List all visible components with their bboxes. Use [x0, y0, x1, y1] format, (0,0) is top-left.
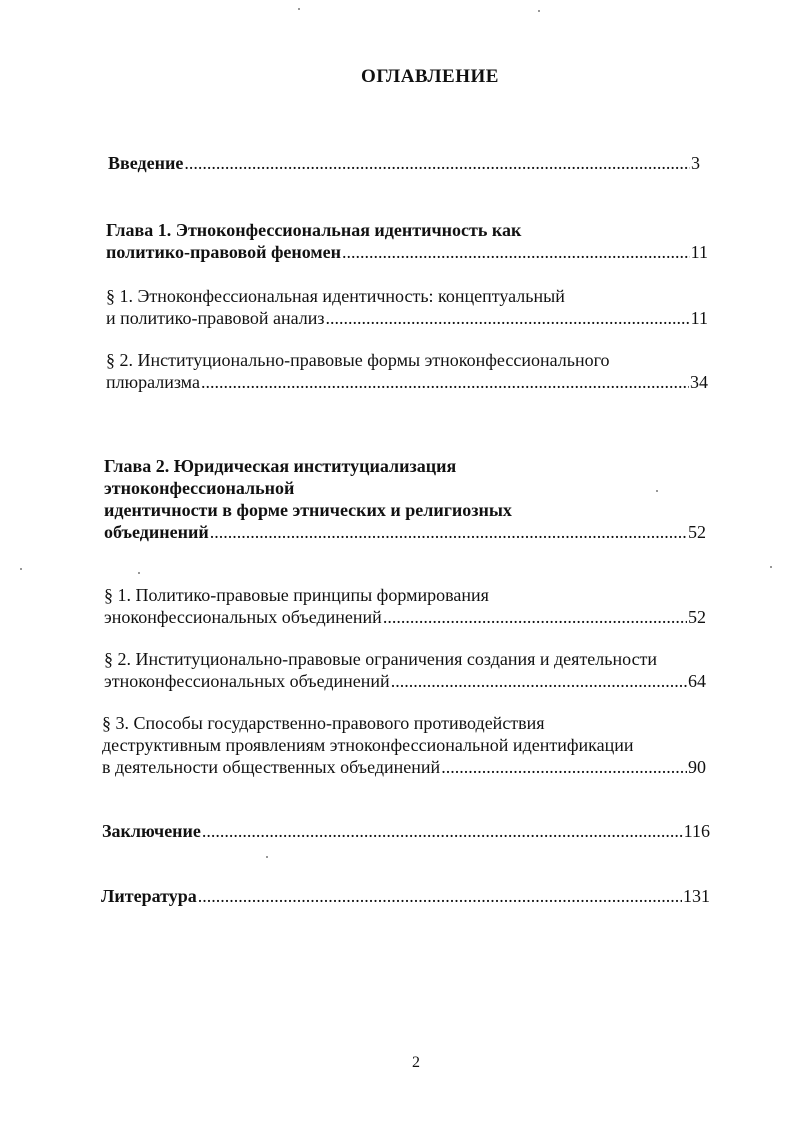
toc-entry-title: Глава 1. Этноконфессиональная идентичность как [106, 220, 522, 240]
toc-page-number: 131 [683, 886, 710, 906]
page-title: ОГЛАВЛЕНИЕ [361, 66, 499, 87]
toc-entry-ch2-section-1 [104, 584, 706, 628]
toc-entry-title: этноконфессиональной [104, 478, 295, 498]
toc-page-number: 52 [688, 522, 706, 542]
dot-leader [201, 371, 689, 393]
dot-leader [325, 307, 689, 329]
toc-entry-title-end: объединений [104, 522, 209, 542]
toc-last-line [106, 371, 708, 393]
toc-last-line [108, 152, 700, 174]
toc-last-line [106, 241, 708, 263]
toc-entry-conclusion [102, 820, 710, 842]
toc-entry-ch1-section-1 [106, 285, 708, 329]
scan-speck [298, 8, 300, 10]
toc-last-line [106, 307, 708, 329]
toc-page-number: 34 [690, 372, 708, 392]
toc-entry-title-end: плюрализма [106, 372, 200, 392]
toc-last-line [102, 820, 710, 842]
toc-entry-title: Введение [108, 153, 184, 173]
toc-entry-ch2-section-2 [104, 648, 706, 692]
toc-entry-literature [101, 885, 710, 907]
toc-page-number: 116 [683, 821, 710, 841]
scan-speck [138, 572, 140, 574]
toc-entry-title: идентичности в форме этнических и религиозных [104, 500, 512, 520]
toc-page-number: 11 [690, 242, 708, 262]
toc-page-number: 3 [691, 153, 700, 173]
dot-leader [184, 152, 690, 174]
toc-page-number: 11 [690, 308, 708, 328]
toc-entry-title: § 3. Способы государственно-правового противодействия [102, 713, 545, 733]
toc-entry-introduction [108, 152, 700, 174]
toc-entry-title: деструктивным проявлениям этноконфессиональной идентификации [102, 735, 634, 755]
scan-speck [656, 490, 658, 492]
toc-last-line [104, 670, 706, 692]
toc-entry-title: § 1. Этноконфессиональная идентичность: концептуальный [106, 286, 565, 306]
toc-page-number: 90 [688, 757, 706, 777]
toc-entry-title-end: в деятельности общественных объединений [102, 757, 441, 777]
toc-entry-title-end: этноконфессиональных объединений [104, 671, 390, 691]
scan-speck [266, 856, 268, 858]
dot-leader [391, 670, 687, 692]
dot-leader [383, 606, 687, 628]
scan-speck [20, 568, 22, 570]
toc-entry-title: § 1. Политико-правовые принципы формирования [104, 585, 489, 605]
toc-entry-title: § 2. Институционально-правовые формы этноконфессионального [106, 350, 610, 370]
toc-entry-title: Литература [101, 886, 197, 906]
toc-entry-ch2-section-3 [102, 712, 706, 778]
toc-entry-title-end: эноконфессиональных объединений [104, 607, 382, 627]
toc-entry-title: Заключение [102, 821, 201, 841]
toc-last-line [102, 756, 706, 778]
toc-entry-title-end: и политико-правовой анализ [106, 308, 325, 328]
dot-leader [202, 820, 683, 842]
page-number: 2 [412, 1054, 420, 1071]
toc-last-line [104, 521, 706, 543]
dot-leader [198, 885, 682, 907]
toc-page-number: 64 [688, 671, 706, 691]
scan-speck [538, 10, 540, 12]
toc-entry-chapter-1 [106, 219, 708, 263]
dot-leader [210, 521, 687, 543]
toc-entry-title: Глава 2. Юридическая институциализация [104, 456, 457, 476]
toc-entry-chapter-2 [104, 455, 706, 543]
scan-speck [770, 566, 772, 568]
dot-leader [441, 756, 687, 778]
toc-page-number: 52 [688, 607, 706, 627]
dot-leader [342, 241, 690, 263]
toc-last-line [104, 606, 706, 628]
toc-entry-title-end: политико-правовой феномен [106, 242, 342, 262]
toc-entry-ch1-section-2 [106, 349, 708, 393]
toc-entry-title: § 2. Институционально-правовые ограничения создания и деятельности [104, 649, 658, 669]
toc-last-line [101, 885, 710, 907]
